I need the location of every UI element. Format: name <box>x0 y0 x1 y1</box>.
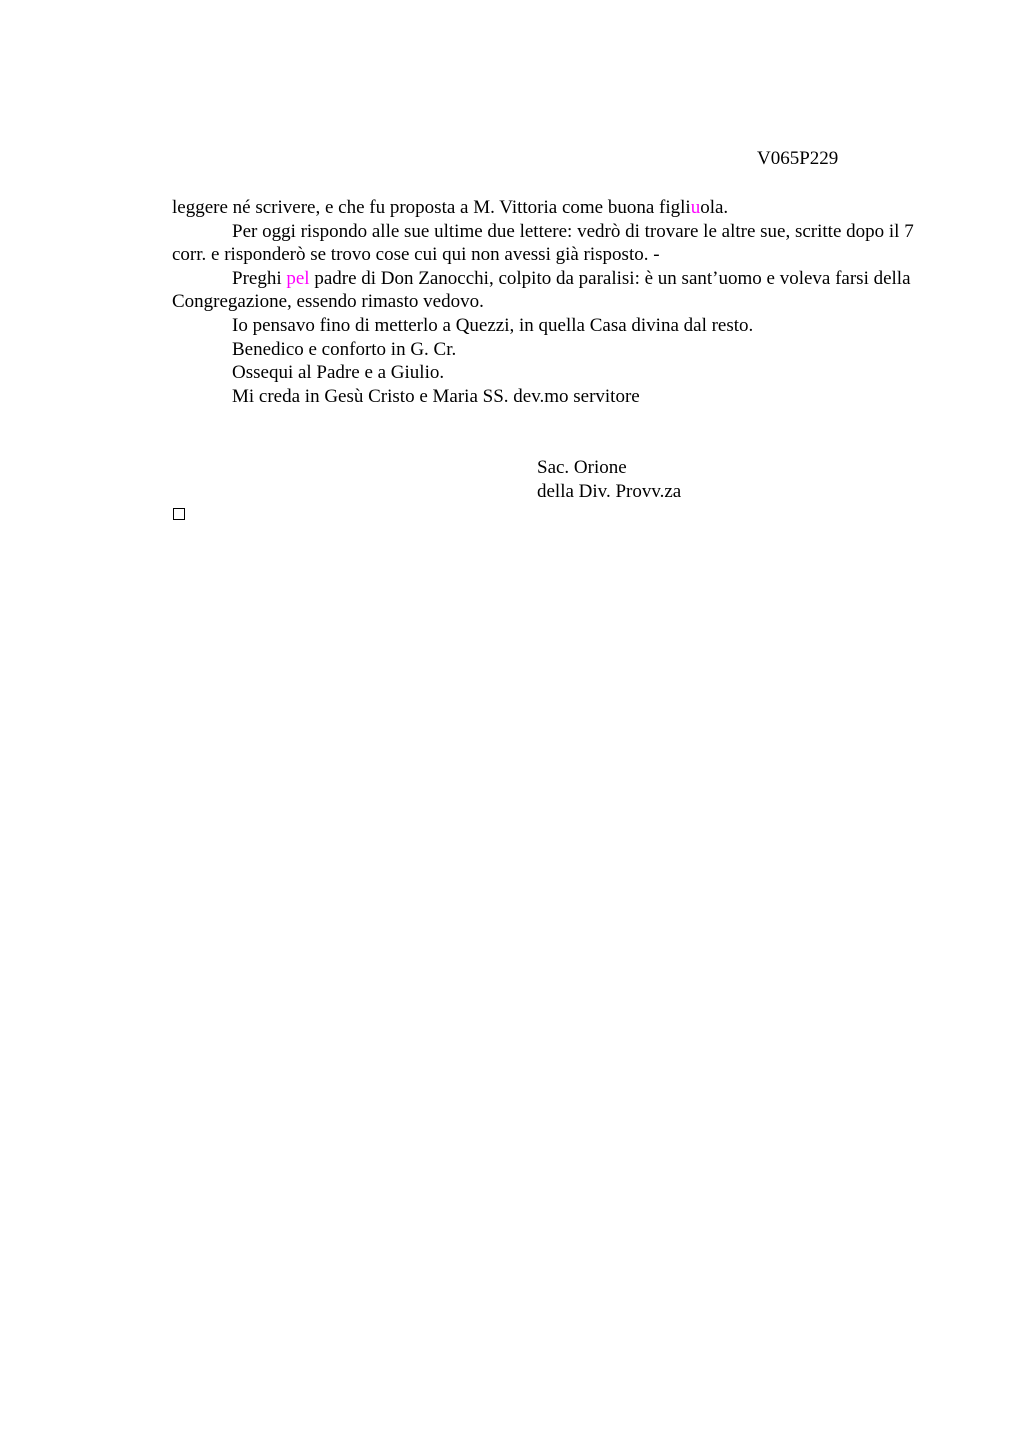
highlighted-letter: u <box>690 197 701 218</box>
paragraph-1-text-b: ola. <box>700 197 729 218</box>
signature-line-2: della Div. Provv.za <box>537 480 682 502</box>
paragraph-5: Benedico e conforto in G. Cr. <box>232 338 457 360</box>
end-mark-box-icon <box>173 508 185 520</box>
page-id: V065P229 <box>757 148 839 169</box>
paragraph-2: Per oggi rispondo alle sue ultime due lettere: vedrò di trovare le altre sue, scritte dopo il 7 corr. e risponderò se trovo cose cui qui non avessi già risposto. - <box>172 220 914 266</box>
paragraph-3-text-b: padre di Don Zanocchi, colpito da paralisi: è un sant’uomo e voleva farsi della Congregazione, essendo rimasto vedovo. <box>172 267 911 313</box>
highlighted-word: pel <box>286 267 310 289</box>
paragraph-3 <box>172 267 932 314</box>
letter-body <box>172 196 932 408</box>
paragraph-3-text-a: Preghi <box>232 267 287 289</box>
paragraph-4: Io pensavo fino di metterlo a Quezzi, in quella Casa divina dal resto. <box>232 314 754 336</box>
paragraph-1 <box>172 196 932 220</box>
paragraph-7: Mi creda in Gesù Cristo e Maria SS. dev.mo servitore <box>232 385 640 407</box>
signature-line-1: Sac. Orione <box>537 457 627 478</box>
signature-block <box>537 456 681 503</box>
paragraph-1-text-a: leggere né scrivere, e che fu proposta a M. Vittoria come buona figli <box>172 197 691 218</box>
paragraph-6: Ossequi al Padre e a Giulio. <box>232 362 445 384</box>
